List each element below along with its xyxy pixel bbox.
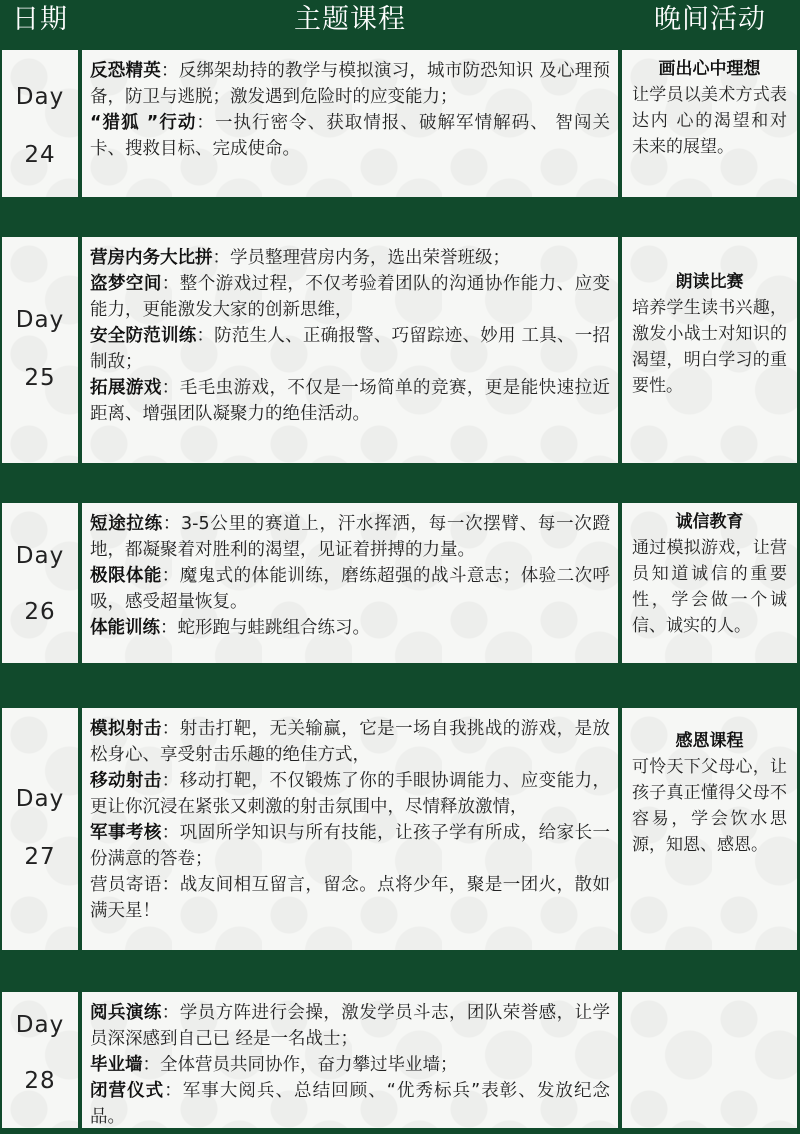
course-keyword: 反恐精英 — [90, 61, 161, 81]
course-description — [90, 716, 610, 924]
schedule-row-day-24 — [0, 50, 800, 197]
course-description — [90, 245, 610, 427]
course-text: ：军事大阅兵、总结回顾、“优秀标兵”表彰、发放纪念品。 — [90, 1081, 610, 1127]
evening-activity-cell — [622, 708, 797, 950]
course-text: ：全体营员共同协作，奋力攀过毕业墙； — [142, 1055, 458, 1075]
schedule-row-day-28 — [0, 992, 800, 1128]
course-keyword: 体能训练 — [90, 618, 160, 638]
date-cell — [2, 237, 78, 463]
theme-course-cell — [82, 708, 618, 950]
theme-course-cell — [82, 992, 618, 1128]
course-text: ：整个游戏过程，不仅考验着团队的沟通协作能力、应变能力，更能激发大家的创新思维， — [90, 274, 611, 320]
day-label: Day — [15, 543, 65, 569]
row-divider — [0, 197, 800, 237]
evening-activity-description: 让学员以美术方式表达内 心的渴望和对未来的展望。 — [632, 85, 787, 157]
course-keyword: 模拟射击 — [90, 719, 162, 739]
course-text: ：毛毛虫游戏，不仅是一场简单的竞赛，更是能快速拉近距离、增强团队凝聚力的绝佳活动。 — [90, 378, 611, 424]
date-cell — [2, 50, 78, 197]
theme-course-cell — [82, 50, 618, 197]
schedule-row-day-27 — [0, 708, 800, 950]
row-divider — [0, 950, 800, 992]
course-keyword: 军事考核 — [90, 823, 162, 843]
course-text: ：学员方阵进行会操，激发学员斗志，团队荣誉感，让学员深深感到自己已 经是一名战士； — [90, 1003, 611, 1049]
evening-activity-cell — [622, 503, 797, 663]
evening-activity-cell — [622, 50, 797, 197]
date-cell — [2, 708, 78, 950]
evening-activity-description: 通过模拟游戏，让营员知道诚信的重要性，学会做一个诚信、诚实的人。 — [632, 538, 787, 636]
day-label: Day — [15, 84, 65, 110]
course-keyword: 短途拉练 — [90, 514, 163, 534]
evening-activity-title: 画出心中理想 — [658, 59, 761, 79]
day-label: Day — [15, 1012, 65, 1038]
course-text: ：反绑架劫持的教学与模拟演习，城市防恐知识 及心理预备，防卫与逃脱；激发遇到危险时的应变能力； — [90, 61, 611, 107]
header-date: 日期 — [12, 4, 68, 35]
header-evening-activity: 晚间活动 — [654, 4, 766, 35]
day-number: 27 — [24, 844, 56, 870]
course-keyword: 毕业墙 — [90, 1055, 143, 1075]
course-text: ：巩固所学知识与所有技能，让孩子学有所成，给家长一份满意的答卷； — [90, 823, 611, 869]
course-text: ：学员整理营房内务，选出荣誉班级； — [212, 248, 510, 268]
theme-course-cell — [82, 503, 618, 663]
table-header — [0, 0, 800, 44]
row-divider — [0, 463, 800, 503]
course-description — [90, 58, 610, 162]
course-keyword: 安全防范训练 — [90, 326, 197, 346]
header-theme-course: 主题课程 — [294, 4, 406, 35]
row-divider — [0, 663, 800, 708]
course-description — [90, 1000, 610, 1130]
day-number: 28 — [24, 1068, 56, 1094]
course-keyword: 极限体能 — [90, 566, 162, 586]
evening-activity-cell — [622, 992, 797, 1128]
course-text: ：一执行密令、获取情报、破解军情解码、 智闯关卡、搜救目标、完成使命。 — [90, 113, 610, 159]
course-description — [90, 511, 610, 641]
schedule-row-day-25 — [0, 237, 800, 463]
course-keyword: 营房内务大比拼 — [90, 248, 213, 268]
schedule-row-day-26 — [0, 503, 800, 663]
course-text: ：射击打靶，无关输赢，它是一场自我挑战的游戏，是放松身心、享受射击乐趣的绝佳方式， — [90, 719, 611, 765]
day-number: 25 — [24, 365, 56, 391]
course-keyword: 闭营仪式 — [90, 1081, 165, 1101]
course-keyword: “猎狐 ”行动 — [90, 113, 197, 133]
evening-activity-cell — [622, 237, 797, 463]
course-keyword: 阅兵演练 — [90, 1003, 162, 1023]
theme-course-cell — [82, 237, 618, 463]
evening-activity-title: 朗读比赛 — [675, 272, 744, 292]
evening-activity-description: 可怜天下父母心，让孩子真正懂得父母不容易，学会饮水思源，知恩、感恩。 — [632, 757, 787, 855]
date-cell — [2, 503, 78, 663]
course-text: 营员寄语：战友间相互留言，留念。点将少年，聚是一团火，散如满天星！ — [90, 875, 610, 921]
date-cell — [2, 992, 78, 1128]
day-label: Day — [15, 307, 65, 333]
course-text: ：防范生人、正确报警、巧留踪迹、妙用 工具、一招制敌； — [90, 326, 611, 372]
course-keyword: 盗梦空间 — [90, 274, 162, 294]
evening-activity-title: 诚信教育 — [675, 512, 744, 532]
course-text: ：移动打靶，不仅锻炼了你的手眼协调能力、应变能力，更让你沉浸在紧张又刺激的射击氛围中，尽情释放激情， — [90, 771, 611, 817]
day-label: Day — [15, 786, 65, 812]
course-keyword: 移动射击 — [90, 771, 162, 791]
evening-activity-title: 感恩课程 — [675, 731, 744, 751]
course-text: ：3-5公里的赛道上，汗水挥洒，每一次摆臂、每一次蹬地，都凝聚着对胜利的渴望，见证着拼搏的力量。 — [90, 514, 610, 560]
course-keyword: 拓展游戏 — [90, 378, 162, 398]
day-number: 24 — [24, 142, 56, 168]
course-text: ：魔鬼式的体能训练，磨练超强的战斗意志；体验二次呼吸，感受超量恢复。 — [90, 566, 611, 612]
day-number: 26 — [24, 599, 56, 625]
course-text: ：蛇形跑与蛙跳组合练习。 — [160, 618, 370, 638]
evening-activity-description: 培养学生读书兴趣，激发小战士对知识的渴望，明白学习的重要性。 — [632, 298, 787, 396]
